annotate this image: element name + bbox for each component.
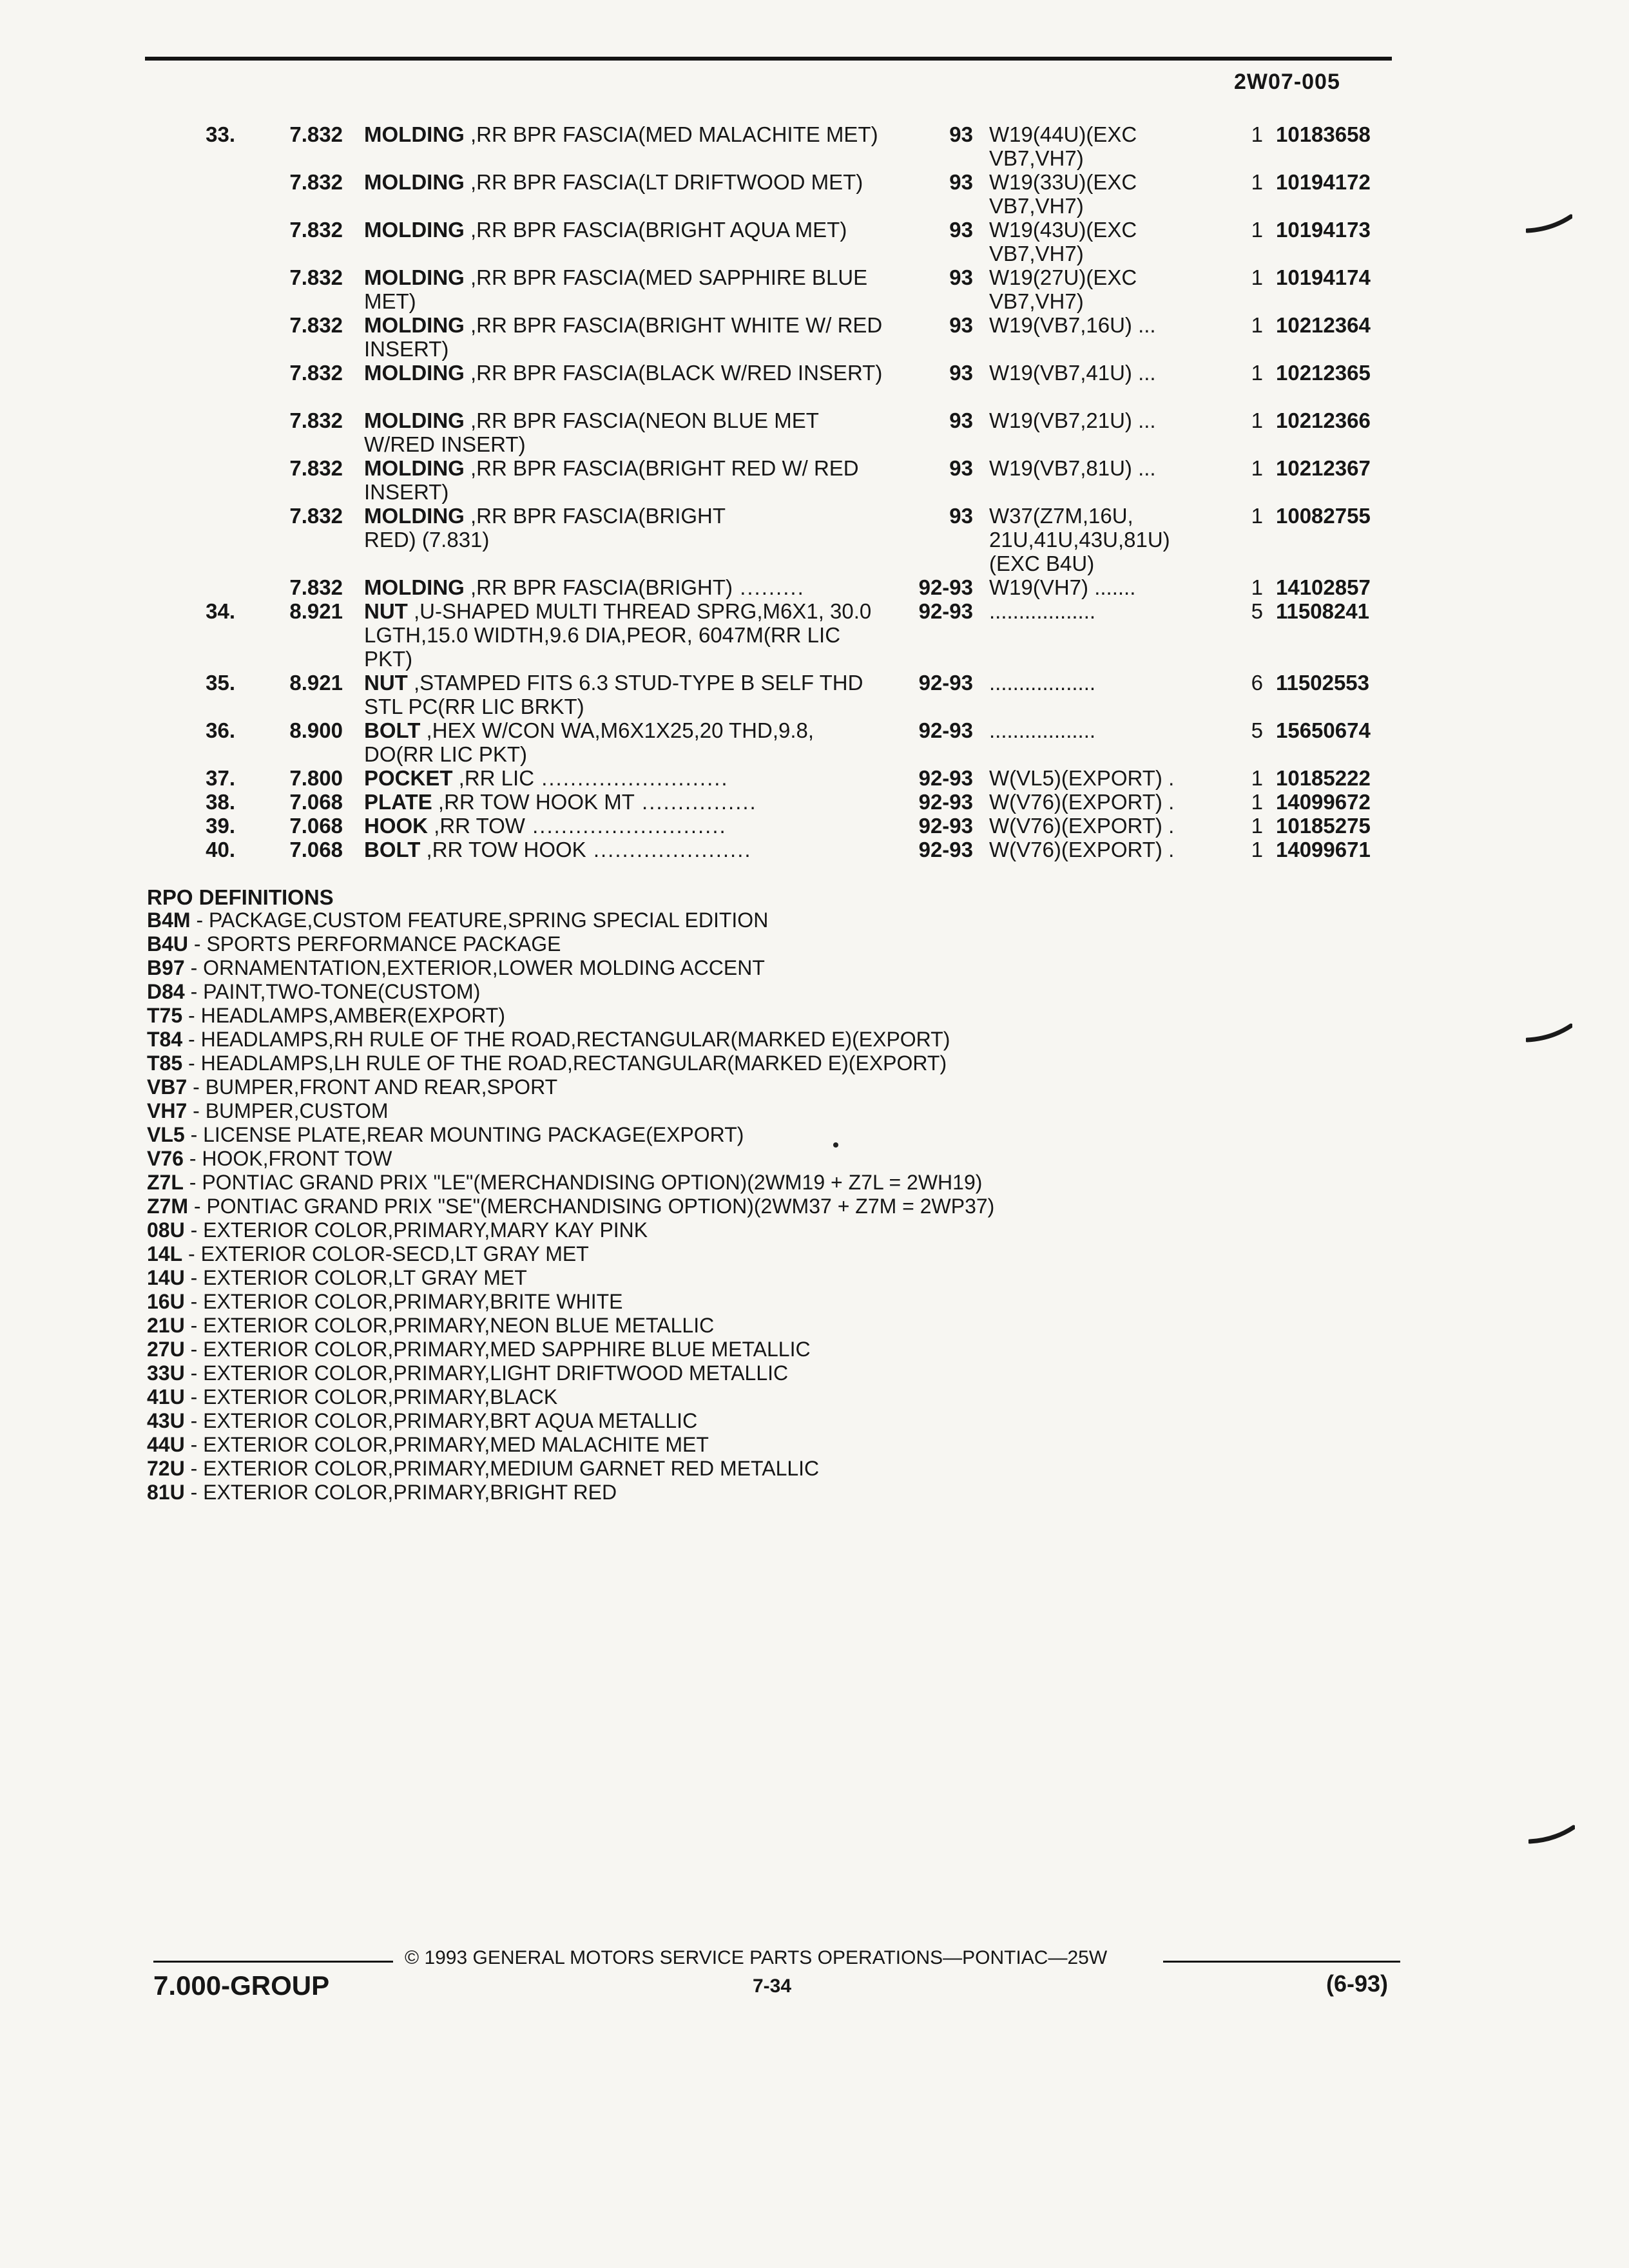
rpo-definition	[147, 1099, 994, 1123]
quantity: 1	[1251, 408, 1263, 432]
rpo-definitions-heading: RPO DEFINITIONS	[147, 885, 334, 909]
rpo-code: 41U	[147, 1385, 185, 1408]
rpo-text: - HEADLAMPS,AMBER(EXPORT)	[182, 1004, 505, 1027]
rpo-code: B97	[147, 956, 185, 979]
rpo-definition	[147, 1481, 994, 1504]
part-detail: ,RR TOW HOOK	[420, 838, 586, 861]
rpo-definition	[147, 1385, 994, 1409]
usage-code: W(V76)(EXPORT) .	[989, 814, 1175, 838]
quantity: 1	[1251, 575, 1263, 599]
item-number: 37.	[206, 766, 235, 790]
binder-hole-mark	[1526, 213, 1572, 235]
usage-code: W(V76)(EXPORT) .	[989, 790, 1175, 814]
rpo-code: Z7M	[147, 1195, 188, 1218]
part-description	[364, 170, 886, 194]
quantity: 5	[1251, 718, 1263, 742]
rpo-text: - EXTERIOR COLOR,PRIMARY,LIGHT DRIFTWOOD METALLIC	[184, 1361, 789, 1385]
part-name: NUT	[364, 671, 408, 695]
part-description	[364, 814, 886, 838]
quantity: 1	[1251, 814, 1263, 838]
reference-number: 7.832	[289, 408, 343, 432]
model-year: 93	[949, 122, 973, 146]
usage-code: W19(VB7,16U) ...	[989, 313, 1156, 337]
quantity: 1	[1251, 838, 1263, 861]
reference-number: 7.832	[289, 575, 343, 599]
rpo-code: 21U	[147, 1314, 185, 1337]
part-name: MOLDING	[364, 575, 465, 599]
leader-dots: ................	[634, 790, 757, 814]
part-number: 14099672	[1276, 790, 1371, 814]
usage-code: W19(27U)(EXC VB7,VH7)	[989, 265, 1137, 313]
rpo-code: B4M	[147, 908, 191, 932]
rpo-definition	[147, 1123, 994, 1147]
usage-code: W19(VB7,41U) ...	[989, 361, 1156, 385]
rpo-code: 72U	[147, 1457, 185, 1480]
part-description	[364, 122, 886, 146]
usage-code: W19(VH7) .......	[989, 575, 1136, 599]
rpo-text: - BUMPER,CUSTOM	[187, 1099, 389, 1122]
reference-number: 7.068	[289, 838, 343, 861]
rpo-text: - HOOK,FRONT TOW	[183, 1147, 392, 1170]
rpo-code: T84	[147, 1028, 183, 1051]
rpo-text: - EXTERIOR COLOR-SECD,LT GRAY MET	[182, 1242, 589, 1265]
rpo-text: - EXTERIOR COLOR,PRIMARY,MED SAPPHIRE BLUE METALLIC	[184, 1338, 811, 1361]
rpo-definition	[147, 1028, 994, 1052]
part-description	[364, 408, 886, 456]
part-detail: ,RR BPR FASCIA(BRIGHT AQUA MET)	[464, 218, 847, 242]
rpo-definition	[147, 1409, 994, 1433]
quantity: 6	[1251, 671, 1263, 695]
rpo-code: 16U	[147, 1290, 185, 1313]
model-year: 93	[949, 218, 973, 242]
model-year: 93	[949, 313, 973, 337]
quantity: 1	[1251, 313, 1263, 337]
part-detail: ,RR BPR FASCIA(BRIGHT)	[464, 575, 733, 599]
model-year: 92-93	[918, 671, 973, 695]
part-name: HOOK	[364, 814, 428, 838]
rpo-text: - ORNAMENTATION,EXTERIOR,LOWER MOLDING ACCENT	[184, 956, 765, 979]
part-name: MOLDING	[364, 122, 465, 146]
model-year: 92-93	[918, 790, 973, 814]
rpo-definition	[147, 980, 994, 1004]
reference-number: 8.921	[289, 671, 343, 695]
part-number: 10212367	[1276, 456, 1371, 480]
item-number: 40.	[206, 838, 235, 861]
usage-code: W(V76)(EXPORT) .	[989, 838, 1175, 861]
rpo-definition	[147, 1004, 994, 1028]
rpo-text: - LICENSE PLATE,REAR MOUNTING PACKAGE(EXPORT)	[184, 1123, 744, 1146]
rpo-definition	[147, 1457, 994, 1481]
part-number: 10194172	[1276, 170, 1371, 194]
part-name: POCKET	[364, 766, 453, 790]
reference-number: 7.832	[289, 361, 343, 385]
part-detail: ,RR BPR FASCIA(LT DRIFTWOOD MET)	[464, 170, 863, 194]
part-detail: ,RR BPR FASCIA(MED SAPPHIRE BLUE MET)	[364, 265, 868, 313]
reference-number: 7.068	[289, 814, 343, 838]
rpo-text: - EXTERIOR COLOR,PRIMARY,BRT AQUA METALLIC	[184, 1409, 698, 1432]
reference-number: 7.832	[289, 218, 343, 242]
binder-hole-mark	[1526, 1022, 1572, 1044]
part-number: 14102857	[1276, 575, 1371, 599]
rpo-text: - PONTIAC GRAND PRIX "LE"(MERCHANDISING OPTION)(2WM19 + Z7L = 2WH19)	[183, 1171, 983, 1194]
rpo-code: 14L	[147, 1242, 183, 1265]
rpo-text: - HEADLAMPS,RH RULE OF THE ROAD,RECTANGULAR(MARKED E)(EXPORT)	[182, 1028, 950, 1051]
model-year: 93	[949, 408, 973, 432]
part-description	[364, 790, 886, 814]
part-name: MOLDING	[364, 361, 465, 385]
parts-list	[0, 0, 1629, 876]
quantity: 1	[1251, 790, 1263, 814]
rpo-code: V76	[147, 1147, 184, 1170]
reference-number: 7.832	[289, 313, 343, 337]
part-detail: ,RR TOW	[428, 814, 525, 838]
leader-dots: ...........................	[525, 814, 727, 838]
rpo-code: T85	[147, 1052, 183, 1075]
rpo-definition	[147, 1218, 994, 1242]
part-description	[364, 718, 886, 766]
rpo-definition	[147, 1171, 994, 1195]
usage-code: ..................	[989, 599, 1096, 623]
part-number: 10185222	[1276, 766, 1371, 790]
quantity: 1	[1251, 122, 1263, 146]
model-year: 92-93	[918, 599, 973, 623]
part-number: 10183658	[1276, 122, 1371, 146]
section-code: 2W07-005	[1234, 70, 1340, 94]
part-name: MOLDING	[364, 170, 465, 194]
item-number: 34.	[206, 599, 235, 623]
usage-code: W19(33U)(EXC VB7,VH7)	[989, 170, 1137, 218]
part-detail: ,U-SHAPED MULTI THREAD SPRG,M6X1, 30.0 LGTH,15.0 WIDTH,9.6 DIA,PEOR, 6047M(RR LIC PKT)	[364, 599, 872, 671]
rpo-definition	[147, 1075, 994, 1099]
part-number: 10212366	[1276, 408, 1371, 432]
usage-code: ..................	[989, 718, 1096, 742]
part-detail: ,RR TOW HOOK MT	[432, 790, 635, 814]
part-number: 10185275	[1276, 814, 1371, 838]
part-description	[364, 313, 886, 361]
part-description	[364, 766, 886, 790]
rpo-code: 81U	[147, 1481, 185, 1504]
part-description	[364, 456, 886, 504]
usage-code: W19(VB7,21U) ...	[989, 408, 1156, 432]
quantity: 1	[1251, 504, 1263, 528]
rpo-definitions-list	[147, 908, 994, 1504]
rpo-code: 44U	[147, 1433, 185, 1456]
rpo-definition	[147, 908, 994, 932]
part-name: MOLDING	[364, 504, 465, 528]
part-description	[364, 838, 886, 861]
item-number: 36.	[206, 718, 235, 742]
rpo-definition	[147, 1052, 994, 1075]
rpo-text: - SPORTS PERFORMANCE PACKAGE	[188, 932, 561, 956]
rpo-code: T75	[147, 1004, 183, 1027]
rpo-definition	[147, 1266, 994, 1290]
quantity: 1	[1251, 456, 1263, 480]
footer-rule-left	[153, 1961, 393, 1963]
model-year: 92-93	[918, 718, 973, 742]
rpo-text: - EXTERIOR COLOR,PRIMARY,BRIGHT RED	[184, 1481, 617, 1504]
rpo-definition	[147, 932, 994, 956]
rpo-code: VL5	[147, 1123, 185, 1146]
model-year: 92-93	[918, 838, 973, 861]
model-year: 93	[949, 456, 973, 480]
part-number: 10194173	[1276, 218, 1371, 242]
reference-number: 7.832	[289, 122, 343, 146]
usage-code: W19(VB7,81U) ...	[989, 456, 1156, 480]
model-year: 93	[949, 170, 973, 194]
quantity: 1	[1251, 361, 1263, 385]
rpo-code: B4U	[147, 932, 189, 956]
rpo-code: VH7	[147, 1099, 188, 1122]
part-detail: ,RR BPR FASCIA(MED MALACHITE MET)	[464, 122, 878, 146]
rpo-text: - HEADLAMPS,LH RULE OF THE ROAD,RECTANGULAR(MARKED E)(EXPORT)	[182, 1052, 947, 1075]
rpo-text: - EXTERIOR COLOR,PRIMARY,MED MALACHITE MET	[184, 1433, 709, 1456]
part-detail: ,RR BPR FASCIA(BRIGHT RED) (7.831)	[364, 504, 726, 552]
quantity: 1	[1251, 265, 1263, 289]
usage-code: W37(Z7M,16U, 21U,41U,43U,81U) (EXC B4U)	[989, 504, 1170, 575]
part-number: 10212365	[1276, 361, 1371, 385]
item-number: 38.	[206, 790, 235, 814]
rpo-definition	[147, 1433, 994, 1457]
part-description	[364, 671, 886, 718]
reference-number: 7.800	[289, 766, 343, 790]
rpo-text: - BUMPER,FRONT AND REAR,SPORT	[187, 1075, 558, 1099]
part-number: 14099671	[1276, 838, 1371, 861]
part-detail: ,STAMPED FITS 6.3 STUD-TYPE B SELF THD STL PC(RR LIC BRKT)	[364, 671, 863, 718]
rpo-definition	[147, 1242, 994, 1266]
item-number: 33.	[206, 122, 235, 146]
quantity: 1	[1251, 170, 1263, 194]
quantity: 1	[1251, 218, 1263, 242]
rpo-code: 08U	[147, 1218, 185, 1242]
leader-dots: .........	[733, 575, 805, 599]
rpo-definition	[147, 1147, 994, 1171]
reference-number: 7.832	[289, 170, 343, 194]
binder-hole-mark	[1528, 1823, 1575, 1845]
part-name: BOLT	[364, 718, 421, 742]
part-number: 11502553	[1276, 671, 1370, 695]
part-description	[364, 361, 886, 385]
reference-number: 7.832	[289, 265, 343, 289]
usage-code: W19(44U)(EXC VB7,VH7)	[989, 122, 1137, 170]
rpo-code: 43U	[147, 1409, 185, 1432]
model-year: 93	[949, 265, 973, 289]
model-year: 92-93	[918, 814, 973, 838]
rpo-code: VB7	[147, 1075, 188, 1099]
part-detail: ,RR LIC	[452, 766, 535, 790]
part-description	[364, 218, 886, 242]
copyright-line: © 1993 GENERAL MOTORS SERVICE PARTS OPERATIONS—PONTIAC—25W	[405, 1947, 1108, 1968]
rpo-text: - EXTERIOR COLOR,PRIMARY,NEON BLUE METALLIC	[184, 1314, 715, 1337]
reference-number: 7.068	[289, 790, 343, 814]
part-name: MOLDING	[364, 265, 465, 289]
usage-code: W(VL5)(EXPORT) .	[989, 766, 1175, 790]
part-detail: ,RR BPR FASCIA(BLACK W/RED INSERT)	[464, 361, 883, 385]
model-year: 92-93	[918, 575, 973, 599]
rpo-text: - EXTERIOR COLOR,PRIMARY,BRITE WHITE	[184, 1290, 623, 1313]
rpo-definition	[147, 1290, 994, 1314]
part-description	[364, 265, 886, 313]
item-number: 39.	[206, 814, 235, 838]
part-number: 15650674	[1276, 718, 1371, 742]
rpo-definition	[147, 956, 994, 980]
leader-dots: ..........................	[534, 766, 729, 790]
model-year: 92-93	[918, 766, 973, 790]
part-name: PLATE	[364, 790, 432, 814]
part-description	[364, 504, 776, 552]
rpo-code: 14U	[147, 1266, 185, 1289]
rpo-definition	[147, 1195, 994, 1218]
part-number: 10082755	[1276, 504, 1371, 528]
model-year: 93	[949, 504, 973, 528]
part-detail: ,RR BPR FASCIA(BRIGHT RED W/ RED INSERT)	[364, 456, 859, 504]
part-detail: ,RR BPR FASCIA(NEON BLUE MET W/RED INSERT)	[364, 408, 819, 456]
rpo-definition	[147, 1361, 994, 1385]
part-number: 10194174	[1276, 265, 1371, 289]
rpo-text: - PACKAGE,CUSTOM FEATURE,SPRING SPECIAL EDITION	[190, 908, 769, 932]
part-number: 10212364	[1276, 313, 1371, 337]
part-name: BOLT	[364, 838, 421, 861]
part-description	[364, 599, 886, 671]
leader-dots: ......................	[586, 838, 752, 861]
rpo-code: 33U	[147, 1361, 185, 1385]
footer-rule-right	[1163, 1961, 1400, 1963]
part-detail: ,HEX W/CON WA,M6X1X25,20 THD,9.8, DO(RR LIC PKT)	[364, 718, 815, 766]
rpo-text: - EXTERIOR COLOR,LT GRAY MET	[184, 1266, 527, 1289]
reference-number: 7.832	[289, 456, 343, 480]
group-label: 7.000-GROUP	[153, 1970, 330, 2001]
quantity: 1	[1251, 766, 1263, 790]
revision-date: (6-93)	[1326, 1970, 1389, 1997]
part-name: MOLDING	[364, 456, 465, 480]
part-number: 11508241	[1276, 599, 1370, 623]
rpo-code: Z7L	[147, 1171, 184, 1194]
rpo-text: - EXTERIOR COLOR,PRIMARY,MEDIUM GARNET RED METALLIC	[184, 1457, 820, 1480]
reference-number: 8.921	[289, 599, 343, 623]
rpo-definition	[147, 1314, 994, 1338]
part-name: MOLDING	[364, 408, 465, 432]
rpo-definition	[147, 1338, 994, 1361]
usage-code: ..................	[989, 671, 1096, 695]
rpo-text: - PONTIAC GRAND PRIX "SE"(MERCHANDISING OPTION)(2WM37 + Z7M = 2WP37)	[188, 1195, 995, 1218]
rpo-text: - EXTERIOR COLOR,PRIMARY,MARY KAY PINK	[184, 1218, 648, 1242]
part-name: NUT	[364, 599, 408, 623]
rpo-code: D84	[147, 980, 185, 1003]
quantity: 5	[1251, 599, 1263, 623]
stray-dot	[833, 1142, 838, 1148]
part-name: MOLDING	[364, 218, 465, 242]
rpo-text: - EXTERIOR COLOR,PRIMARY,BLACK	[184, 1385, 558, 1408]
model-year: 93	[949, 361, 973, 385]
reference-number: 7.832	[289, 504, 343, 528]
part-description	[364, 575, 886, 599]
page-number: 7-34	[753, 1975, 792, 1997]
reference-number: 8.900	[289, 718, 343, 742]
part-name: MOLDING	[364, 313, 465, 337]
part-detail: ,RR BPR FASCIA(BRIGHT WHITE W/ RED INSERT)	[364, 313, 883, 361]
rpo-code: 27U	[147, 1338, 185, 1361]
usage-code: W19(43U)(EXC VB7,VH7)	[989, 218, 1137, 265]
item-number: 35.	[206, 671, 235, 695]
rpo-text: - PAINT,TWO-TONE(CUSTOM)	[184, 980, 481, 1003]
